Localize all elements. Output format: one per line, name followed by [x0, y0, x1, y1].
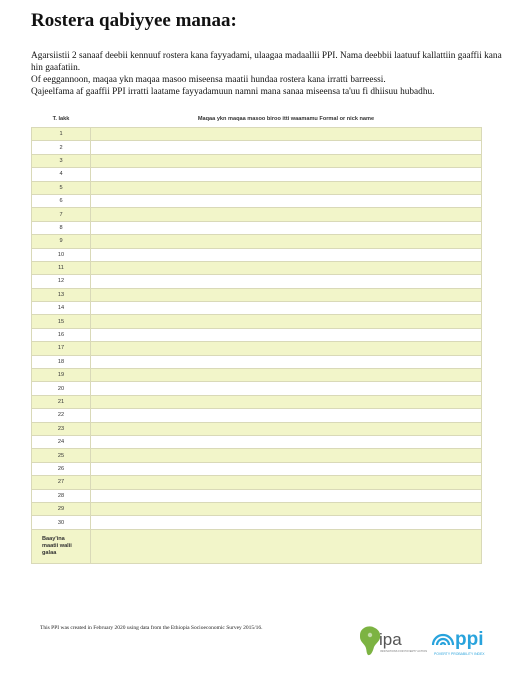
- member-name-cell[interactable]: [91, 194, 482, 207]
- column-header-name: Maqaa ykn maqaa masoo biroo itti waamamu Formal or nick name: [197, 115, 375, 122]
- intro-paragraph-3: Qajeelfama af gaaffii PPI irratti laatame fayyadamuun namni mana sanaa miseensa ta'uu fi dhiisuu hubadhu.: [31, 87, 435, 97]
- roster-row: [32, 261, 482, 274]
- roster-row: [32, 302, 482, 315]
- roster-body: [32, 128, 482, 564]
- member-name-cell[interactable]: [91, 462, 482, 475]
- member-name-cell[interactable]: [91, 516, 482, 529]
- row-number: 5: [32, 181, 91, 194]
- page-title: Rostera qabiyyee manaa:: [31, 10, 237, 31]
- row-number: 2: [32, 141, 91, 154]
- household-total-row: [32, 529, 482, 563]
- member-name-cell[interactable]: [91, 342, 482, 355]
- row-number: 8: [32, 221, 91, 234]
- row-number: 18: [32, 355, 91, 368]
- roster-header-row: [32, 110, 482, 128]
- member-name-cell[interactable]: [91, 315, 482, 328]
- row-number: 21: [32, 395, 91, 408]
- row-number: 24: [32, 435, 91, 448]
- footer-note: This PPI was created in February 2020 using data from the Ethiopia Socioeconomic Survey 2015/16.: [40, 625, 263, 631]
- roster-row: [32, 128, 482, 141]
- africa-map-icon: [360, 626, 380, 655]
- member-name-cell[interactable]: [91, 154, 482, 167]
- row-number: 19: [32, 369, 91, 382]
- roster-row: [32, 288, 482, 301]
- member-name-cell[interactable]: [91, 476, 482, 489]
- member-name-cell[interactable]: [91, 502, 482, 515]
- household-total-cell[interactable]: [91, 529, 482, 563]
- member-name-cell[interactable]: [91, 141, 482, 154]
- household-roster-table: [31, 110, 482, 564]
- member-name-cell[interactable]: [91, 235, 482, 248]
- roster-row: [32, 369, 482, 382]
- roster-row: [32, 476, 482, 489]
- member-name-cell[interactable]: [91, 489, 482, 502]
- intro-text: [31, 50, 506, 98]
- member-name-cell[interactable]: [91, 369, 482, 382]
- member-name-cell[interactable]: [91, 409, 482, 422]
- roster-row: [32, 194, 482, 207]
- row-number: 30: [32, 516, 91, 529]
- row-number: 6: [32, 194, 91, 207]
- member-name-cell[interactable]: [91, 128, 482, 141]
- roster-row: [32, 382, 482, 395]
- ipa-logo-subtext: INNOVATIONS FOR POVERTY ACTION: [380, 650, 428, 653]
- column-header-number: T. lakk: [52, 115, 70, 122]
- roster-row: [32, 154, 482, 167]
- member-name-cell[interactable]: [91, 181, 482, 194]
- row-number: 25: [32, 449, 91, 462]
- row-number: 12: [32, 275, 91, 288]
- member-name-cell[interactable]: [91, 328, 482, 341]
- ppi-logo-text: ppi: [455, 629, 484, 650]
- roster-row: [32, 181, 482, 194]
- roster-row: [32, 248, 482, 261]
- intro-paragraph-1: Agarsiistii 2 sanaaf deebii kennuuf rostera kana fayyadami, ulaagaa madaallii PPI. Nama deebbii laatuuf kallattiin gaaffii kana hin gaafatiin.: [31, 51, 502, 73]
- roster-row: [32, 221, 482, 234]
- member-name-cell[interactable]: [91, 355, 482, 368]
- ppi-logo-subtext: POVERTY PROBABILITY INDEX: [434, 652, 485, 656]
- row-number: 7: [32, 208, 91, 221]
- member-name-cell[interactable]: [91, 261, 482, 274]
- roster-row: [32, 275, 482, 288]
- ipa-logo: [355, 621, 428, 661]
- member-name-cell[interactable]: [91, 208, 482, 221]
- member-name-cell[interactable]: [91, 288, 482, 301]
- row-number: 3: [32, 154, 91, 167]
- row-number: 20: [32, 382, 91, 395]
- household-total-label: Baay'ina maatii walii galaa: [32, 529, 91, 563]
- member-name-cell[interactable]: [91, 168, 482, 181]
- row-number: 15: [32, 315, 91, 328]
- roster-row: [32, 422, 482, 435]
- roster-row: [32, 315, 482, 328]
- row-number: 28: [32, 489, 91, 502]
- member-name-cell[interactable]: [91, 275, 482, 288]
- roster-row: [32, 342, 482, 355]
- roster-row: [32, 355, 482, 368]
- member-name-cell[interactable]: [91, 302, 482, 315]
- roster-row: [32, 489, 482, 502]
- row-number: 27: [32, 476, 91, 489]
- row-number: 13: [32, 288, 91, 301]
- member-name-cell[interactable]: [91, 395, 482, 408]
- member-name-cell[interactable]: [91, 449, 482, 462]
- roster-row: [32, 462, 482, 475]
- roster-row: [32, 516, 482, 529]
- row-number: 22: [32, 409, 91, 422]
- row-number: 4: [32, 168, 91, 181]
- member-name-cell[interactable]: [91, 382, 482, 395]
- member-name-cell[interactable]: [91, 422, 482, 435]
- row-number: 26: [32, 462, 91, 475]
- roster-row: [32, 395, 482, 408]
- ppi-arc-icon: [433, 635, 453, 645]
- roster-row: [32, 235, 482, 248]
- row-number: 14: [32, 302, 91, 315]
- row-number: 29: [32, 502, 91, 515]
- ipa-logo-text: ipa: [379, 630, 402, 649]
- roster-row: [32, 168, 482, 181]
- roster-row: [32, 409, 482, 422]
- row-number: 16: [32, 328, 91, 341]
- member-name-cell[interactable]: [91, 248, 482, 261]
- ppi-logo: [430, 621, 502, 661]
- member-name-cell[interactable]: [91, 435, 482, 448]
- member-name-cell[interactable]: [91, 221, 482, 234]
- row-number: 10: [32, 248, 91, 261]
- row-number: 11: [32, 261, 91, 274]
- row-number: 23: [32, 422, 91, 435]
- row-number: 9: [32, 235, 91, 248]
- roster-row: [32, 141, 482, 154]
- row-number: 1: [32, 128, 91, 141]
- roster-row: [32, 502, 482, 515]
- row-number: 17: [32, 342, 91, 355]
- roster-row: [32, 328, 482, 341]
- roster-row: [32, 449, 482, 462]
- roster-row: [32, 208, 482, 221]
- intro-paragraph-2: Of eeggannoon, maqaa ykn maqaa masoo miseensa maatii hundaa rostera kana irratti barreessi.: [31, 75, 386, 85]
- roster-row: [32, 435, 482, 448]
